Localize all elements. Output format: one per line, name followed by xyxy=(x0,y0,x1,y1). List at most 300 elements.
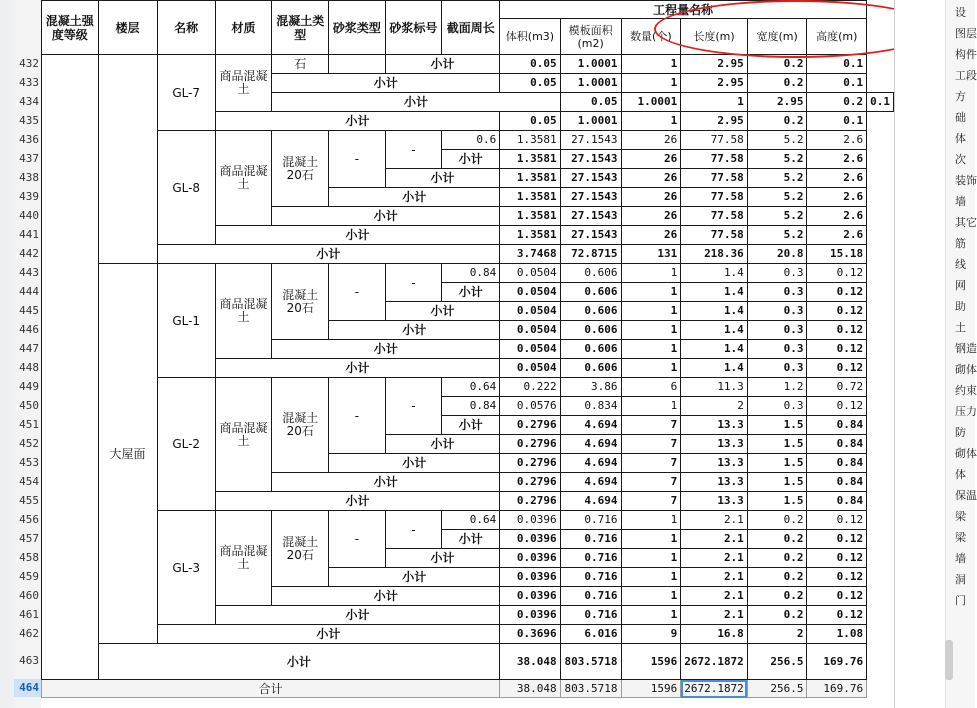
value-cell[interactable]: 0.0504 xyxy=(500,340,560,359)
value-cell[interactable]: 0.12 xyxy=(807,359,867,378)
value-cell[interactable]: 1.4 xyxy=(681,302,748,321)
value-cell[interactable]: 13.3 xyxy=(681,416,748,435)
value-cell[interactable]: 0.0504 xyxy=(500,264,560,283)
row-number[interactable]: 451 xyxy=(19,418,39,431)
value-cell[interactable]: 0.84 xyxy=(807,416,867,435)
total-value-cell[interactable]: 2672.1872 xyxy=(681,680,748,698)
col-count[interactable]: 数量(个) xyxy=(621,19,681,55)
table-row[interactable] xyxy=(42,55,894,74)
value-cell[interactable]: 0.222 xyxy=(500,378,560,397)
value-cell[interactable]: 0.2 xyxy=(747,606,807,625)
material-gl8[interactable]: 商品混凝土 xyxy=(215,131,272,226)
row-number[interactable]: 446 xyxy=(19,323,39,336)
value-cell[interactable]: 1.5 xyxy=(747,454,807,473)
value-cell[interactable]: 27.1543 xyxy=(560,150,621,169)
value-cell[interactable]: 27.1543 xyxy=(560,169,621,188)
row-number[interactable]: 462 xyxy=(19,627,39,640)
value-cell[interactable]: 1.3581 xyxy=(500,150,560,169)
value-cell[interactable]: 26 xyxy=(621,188,681,207)
value-cell[interactable]: 6.016 xyxy=(560,625,621,644)
value-cell[interactable]: 1.5 xyxy=(747,492,807,511)
row-number[interactable]: 442 xyxy=(19,247,39,260)
side-panel-item[interactable]: 梁 xyxy=(955,531,966,544)
value-cell[interactable]: 0.716 xyxy=(560,549,621,568)
value-cell[interactable]: 4.694 xyxy=(560,435,621,454)
value-cell[interactable]: 13.3 xyxy=(681,454,748,473)
value-cell[interactable]: 0.2 xyxy=(747,55,807,74)
value-cell[interactable]: 26 xyxy=(621,131,681,150)
value-cell[interactable]: 1.0001 xyxy=(560,55,621,74)
value-cell[interactable]: 77.58 xyxy=(681,188,748,207)
value-cell[interactable]: 2.95 xyxy=(747,93,807,112)
table-row[interactable] xyxy=(42,511,894,530)
value-cell[interactable]: 5.2 xyxy=(747,169,807,188)
row-number[interactable]: 459 xyxy=(19,570,39,583)
value-cell[interactable]: 2.6 xyxy=(807,169,867,188)
col-length[interactable]: 长度(m) xyxy=(681,19,748,55)
value-cell[interactable]: 9 xyxy=(621,625,681,644)
value-cell[interactable]: 5.2 xyxy=(747,188,807,207)
side-panel-item[interactable]: 土 xyxy=(955,321,966,334)
value-cell[interactable]: 5.2 xyxy=(747,131,807,150)
row-number[interactable]: 457 xyxy=(19,532,39,545)
value-cell[interactable]: 0.3696 xyxy=(500,625,560,644)
value-cell[interactable]: 0.12 xyxy=(807,606,867,625)
side-panel-item[interactable]: 线 xyxy=(955,258,966,271)
component-name-gl8[interactable]: GL-8 xyxy=(157,131,215,245)
value-cell[interactable]: 0.12 xyxy=(807,264,867,283)
component-name-gl7[interactable]: GL-7 xyxy=(157,55,215,131)
value-cell[interactable]: 0.12 xyxy=(807,568,867,587)
value-cell[interactable]: 15.18 xyxy=(807,245,867,264)
value-cell[interactable]: 2.6 xyxy=(807,150,867,169)
value-cell[interactable]: 2.1 xyxy=(681,606,748,625)
value-cell[interactable]: 0.716 xyxy=(560,511,621,530)
value-cell[interactable]: 0.606 xyxy=(560,321,621,340)
value-cell[interactable]: 256.5 xyxy=(747,644,807,680)
value-cell[interactable]: 1.0001 xyxy=(560,112,621,131)
value-cell[interactable]: 0.3 xyxy=(747,359,807,378)
value-cell[interactable]: 0.2 xyxy=(747,568,807,587)
value-cell[interactable]: 2.1 xyxy=(681,568,748,587)
value-cell[interactable]: 0.2 xyxy=(747,112,807,131)
value-cell[interactable]: 7 xyxy=(621,416,681,435)
section-perimeter[interactable]: 0.64 xyxy=(442,378,500,397)
value-cell[interactable]: 0.0576 xyxy=(500,397,560,416)
row-number[interactable]: 455 xyxy=(19,494,39,507)
mortar-type-gl8[interactable]: - xyxy=(329,131,386,188)
total-value-cell[interactable]: 256.5 xyxy=(747,680,807,698)
value-cell[interactable]: 1.3581 xyxy=(500,169,560,188)
row-number[interactable]: 453 xyxy=(19,456,39,469)
material-gl3[interactable]: 商品混凝土 xyxy=(215,511,272,606)
side-panel-item[interactable]: 础 xyxy=(955,111,966,124)
value-cell[interactable]: 1 xyxy=(621,606,681,625)
value-cell[interactable]: 0.606 xyxy=(560,283,621,302)
row-number[interactable]: 443 xyxy=(19,266,39,279)
total-value-cell[interactable]: 38.048 xyxy=(500,680,560,698)
value-cell[interactable]: 0.12 xyxy=(807,302,867,321)
concrete-type-gl7[interactable]: 石 xyxy=(272,55,329,74)
value-cell[interactable]: 1 xyxy=(621,587,681,606)
value-cell[interactable]: 2.95 xyxy=(681,74,748,93)
value-cell[interactable]: 0.72 xyxy=(807,378,867,397)
value-cell[interactable]: 16.8 xyxy=(681,625,748,644)
value-cell[interactable]: 0.0396 xyxy=(500,568,560,587)
value-cell[interactable]: 20.8 xyxy=(747,245,807,264)
mortar-grade-gl1[interactable]: - xyxy=(385,264,442,302)
row-number[interactable]: 432 xyxy=(19,57,39,70)
side-panel-item[interactable]: 钢造 xyxy=(955,342,977,355)
side-panel-item[interactable]: 门 xyxy=(955,594,966,607)
value-cell[interactable]: 0.2796 xyxy=(500,454,560,473)
value-cell[interactable]: 4.694 xyxy=(560,492,621,511)
report-grid[interactable] xyxy=(41,0,894,708)
value-cell[interactable]: 2.6 xyxy=(807,207,867,226)
total-value-cell[interactable]: 803.5718 xyxy=(560,680,621,698)
value-cell[interactable]: 0.2796 xyxy=(500,416,560,435)
col-section-perimeter[interactable]: 截面周长 xyxy=(442,1,500,55)
mortar-type-gl3[interactable]: - xyxy=(329,511,386,568)
value-cell[interactable]: 1.5 xyxy=(747,435,807,454)
value-cell[interactable]: 11.3 xyxy=(681,378,748,397)
table-row[interactable] xyxy=(42,680,894,698)
value-cell[interactable]: 0.84 xyxy=(807,492,867,511)
value-cell[interactable]: 77.58 xyxy=(681,150,748,169)
value-cell[interactable]: 0.0504 xyxy=(500,321,560,340)
value-cell[interactable]: 1.08 xyxy=(807,625,867,644)
value-cell[interactable]: 5.2 xyxy=(747,207,807,226)
value-cell[interactable]: 2.6 xyxy=(807,188,867,207)
value-cell[interactable]: 13.3 xyxy=(681,492,748,511)
total-value-cell[interactable]: 1596 xyxy=(621,680,681,698)
mortar-type-gl7[interactable] xyxy=(329,55,386,74)
value-cell[interactable]: 0.834 xyxy=(560,397,621,416)
col-name[interactable]: 名称 xyxy=(157,1,215,55)
row-number[interactable]: 437 xyxy=(19,152,39,165)
col-mortar-type[interactable]: 砂浆类型 xyxy=(329,1,386,55)
value-cell[interactable]: 1.2 xyxy=(747,378,807,397)
value-cell[interactable]: 1.4 xyxy=(681,264,748,283)
floor-cell-upper[interactable] xyxy=(98,55,157,264)
value-cell[interactable]: 1 xyxy=(621,549,681,568)
side-panel-item[interactable]: 防 xyxy=(955,426,966,439)
value-cell[interactable]: 0.3 xyxy=(747,321,807,340)
side-panel-item[interactable]: 墙 xyxy=(955,552,966,565)
side-panel-item[interactable]: 压力 xyxy=(955,405,977,418)
col-width[interactable]: 宽度(m) xyxy=(747,19,807,55)
value-cell[interactable]: 0.0396 xyxy=(500,549,560,568)
value-cell[interactable]: 1.0001 xyxy=(560,74,621,93)
vertical-scroll-area[interactable] xyxy=(895,0,946,708)
table-row[interactable] xyxy=(42,131,894,150)
value-cell[interactable]: 1.5 xyxy=(747,473,807,492)
total-value-cell[interactable]: 169.76 xyxy=(807,680,867,698)
value-cell[interactable]: 27.1543 xyxy=(560,207,621,226)
value-cell[interactable]: 0.0504 xyxy=(500,359,560,378)
value-cell[interactable]: 2.1 xyxy=(681,549,748,568)
value-cell[interactable]: 2 xyxy=(681,397,748,416)
row-number[interactable]: 461 xyxy=(19,608,39,621)
row-number[interactable]: 448 xyxy=(19,361,39,374)
value-cell[interactable]: 7 xyxy=(621,473,681,492)
value-cell[interactable]: 0.12 xyxy=(807,321,867,340)
value-cell[interactable]: 1 xyxy=(621,264,681,283)
value-cell[interactable]: 4.694 xyxy=(560,473,621,492)
section-perimeter[interactable]: 0.84 xyxy=(442,264,500,283)
material-gl7[interactable]: 商品混凝土 xyxy=(215,55,272,112)
value-cell[interactable]: 0.2796 xyxy=(500,435,560,454)
value-cell[interactable]: 77.58 xyxy=(681,131,748,150)
value-cell[interactable]: 0.606 xyxy=(560,340,621,359)
value-cell[interactable]: 0.716 xyxy=(560,568,621,587)
row-number[interactable]: 460 xyxy=(19,589,39,602)
row-number[interactable]: 464 xyxy=(14,679,41,697)
col-height[interactable]: 高度(m) xyxy=(807,19,867,55)
value-cell[interactable]: 0.1 xyxy=(807,112,867,131)
mortar-grade-gl8[interactable]: - xyxy=(385,131,442,169)
value-cell[interactable]: 0.3 xyxy=(747,283,807,302)
value-cell[interactable]: 0.0396 xyxy=(500,511,560,530)
value-cell[interactable]: 2.1 xyxy=(681,511,748,530)
value-cell[interactable]: 0.1 xyxy=(807,74,867,93)
value-cell[interactable]: 0.2 xyxy=(747,549,807,568)
row-number[interactable]: 444 xyxy=(19,285,39,298)
value-cell[interactable]: 2.6 xyxy=(807,226,867,245)
value-cell[interactable]: 1.0001 xyxy=(621,93,681,112)
value-cell[interactable]: 0.1 xyxy=(867,93,894,112)
value-cell[interactable]: 0.2 xyxy=(747,530,807,549)
value-cell[interactable]: 1.4 xyxy=(681,321,748,340)
floor-cell-roof[interactable]: 大屋面 xyxy=(98,264,157,644)
value-cell[interactable]: 4.694 xyxy=(560,454,621,473)
row-number[interactable]: 449 xyxy=(19,380,39,393)
value-cell[interactable]: 1 xyxy=(621,530,681,549)
row-number[interactable]: 445 xyxy=(19,304,39,317)
side-panel-item[interactable]: 砌体 xyxy=(955,447,977,460)
side-panel-item[interactable]: 装饰 xyxy=(955,174,977,187)
side-panel-item[interactable]: 其它 xyxy=(955,216,977,229)
value-cell[interactable]: 1 xyxy=(621,359,681,378)
value-cell[interactable]: 0.0396 xyxy=(500,606,560,625)
side-panel-item[interactable]: 构件 xyxy=(955,48,977,61)
value-cell[interactable]: 0.1 xyxy=(807,55,867,74)
value-cell[interactable]: 27.1543 xyxy=(560,226,621,245)
value-cell[interactable]: 0.0504 xyxy=(500,302,560,321)
value-cell[interactable]: 0.12 xyxy=(807,511,867,530)
row-number[interactable]: 436 xyxy=(19,133,39,146)
row-number[interactable]: 441 xyxy=(19,228,39,241)
side-panel-item[interactable]: 助 xyxy=(955,300,966,313)
value-cell[interactable]: 5.2 xyxy=(747,150,807,169)
value-cell[interactable]: 13.3 xyxy=(681,435,748,454)
col-concrete-type[interactable]: 混凝土类型 xyxy=(272,1,329,55)
value-cell[interactable]: 2 xyxy=(747,625,807,644)
side-panel-item[interactable]: 方 xyxy=(955,90,966,103)
section-perimeter[interactable]: 0.6 xyxy=(442,131,500,150)
scrollbar-thumb[interactable] xyxy=(945,640,953,680)
value-cell[interactable]: 0.12 xyxy=(807,397,867,416)
side-panel-item[interactable]: 砌体 xyxy=(955,363,977,376)
value-cell[interactable]: 0.12 xyxy=(807,530,867,549)
concrete-type-gl2[interactable]: 混凝土20石 xyxy=(272,378,329,473)
side-panel-item[interactable]: 约束 xyxy=(955,384,977,397)
value-cell[interactable]: 803.5718 xyxy=(560,644,621,680)
value-cell[interactable]: 1.3581 xyxy=(500,207,560,226)
value-cell[interactable]: 38.048 xyxy=(500,644,560,680)
table-row[interactable] xyxy=(42,644,894,680)
table-row[interactable] xyxy=(42,245,894,264)
value-cell[interactable]: 0.0396 xyxy=(500,530,560,549)
side-panel-item[interactable]: 图层 xyxy=(955,27,977,40)
value-cell[interactable]: 0.3 xyxy=(747,340,807,359)
value-cell[interactable]: 218.36 xyxy=(681,245,748,264)
table-row[interactable] xyxy=(42,264,894,283)
value-cell[interactable]: 1 xyxy=(681,93,748,112)
value-cell[interactable]: 0.2 xyxy=(747,511,807,530)
value-cell[interactable]: 1.5 xyxy=(747,416,807,435)
value-cell[interactable]: 26 xyxy=(621,169,681,188)
value-cell[interactable]: 26 xyxy=(621,207,681,226)
row-number[interactable]: 458 xyxy=(19,551,39,564)
value-cell[interactable]: 6 xyxy=(621,378,681,397)
value-cell[interactable]: 1.4 xyxy=(681,359,748,378)
value-cell[interactable]: 1.3581 xyxy=(500,188,560,207)
side-panel-item[interactable]: 网 xyxy=(955,279,966,292)
row-number[interactable]: 438 xyxy=(19,171,39,184)
value-cell[interactable]: 2.95 xyxy=(681,112,748,131)
value-cell[interactable]: 1 xyxy=(621,112,681,131)
row-number[interactable]: 450 xyxy=(19,399,39,412)
row-number[interactable]: 434 xyxy=(19,95,39,108)
col-floor[interactable]: 楼层 xyxy=(98,1,157,55)
value-cell[interactable]: 1.3581 xyxy=(500,131,560,150)
value-cell[interactable]: 0.606 xyxy=(560,359,621,378)
row-number[interactable]: 439 xyxy=(19,190,39,203)
value-cell[interactable]: 0.606 xyxy=(560,302,621,321)
value-cell[interactable]: 0.2 xyxy=(747,587,807,606)
value-cell[interactable]: 77.58 xyxy=(681,169,748,188)
side-panel-item[interactable]: 体 xyxy=(955,468,966,481)
value-cell[interactable]: 77.58 xyxy=(681,226,748,245)
side-panel-item[interactable]: 工段 xyxy=(955,69,977,82)
value-cell[interactable]: 2.6 xyxy=(807,131,867,150)
row-number[interactable]: 433 xyxy=(19,76,39,89)
side-panel-item[interactable]: 体 xyxy=(955,132,966,145)
value-cell[interactable]: 2.95 xyxy=(681,55,748,74)
value-cell[interactable]: 0.05 xyxy=(500,112,560,131)
value-cell[interactable]: 169.76 xyxy=(807,644,867,680)
value-cell[interactable]: 0.05 xyxy=(500,74,560,93)
value-cell[interactable]: 0.05 xyxy=(500,55,560,74)
value-cell[interactable]: 1 xyxy=(621,340,681,359)
value-cell[interactable]: 26 xyxy=(621,226,681,245)
value-cell[interactable]: 3.86 xyxy=(560,378,621,397)
side-panel-item[interactable]: 洞 xyxy=(955,573,966,586)
row-number[interactable]: 452 xyxy=(19,437,39,450)
row-number[interactable]: 463 xyxy=(19,654,39,667)
value-cell[interactable]: 1 xyxy=(621,321,681,340)
value-cell[interactable]: 1 xyxy=(621,55,681,74)
value-cell[interactable]: 0.0504 xyxy=(500,283,560,302)
side-panel-item[interactable]: 次 xyxy=(955,153,966,166)
col-concrete-grade[interactable]: 混凝土强度等级 xyxy=(42,1,99,55)
row-number[interactable]: 447 xyxy=(19,342,39,355)
concrete-type-gl3[interactable]: 混凝土20石 xyxy=(272,511,329,587)
value-cell[interactable]: 72.8715 xyxy=(560,245,621,264)
side-panel-item[interactable]: 墙 xyxy=(955,195,966,208)
value-cell[interactable]: 0.84 xyxy=(807,454,867,473)
value-cell[interactable]: 0.05 xyxy=(560,93,621,112)
value-cell[interactable]: 5.2 xyxy=(747,226,807,245)
value-cell[interactable]: 0.716 xyxy=(560,530,621,549)
mortar-grade-gl3[interactable]: - xyxy=(385,511,442,549)
value-cell[interactable]: 0.716 xyxy=(560,587,621,606)
value-cell[interactable]: 27.1543 xyxy=(560,188,621,207)
row-number[interactable]: 435 xyxy=(19,114,39,127)
col-material[interactable]: 材质 xyxy=(215,1,272,55)
mortar-type-gl1[interactable]: - xyxy=(329,264,386,321)
value-cell[interactable]: 27.1543 xyxy=(560,131,621,150)
concrete-grade-cell[interactable] xyxy=(42,55,99,680)
mortar-grade-gl2[interactable]: - xyxy=(385,378,442,435)
value-cell[interactable]: 7 xyxy=(621,492,681,511)
value-cell[interactable]: 2.1 xyxy=(681,587,748,606)
value-cell[interactable]: 1.4 xyxy=(681,340,748,359)
side-panel-item[interactable]: 筋 xyxy=(955,237,966,250)
value-cell[interactable]: 0.2796 xyxy=(500,492,560,511)
section-perimeter[interactable]: 0.84 xyxy=(442,397,500,416)
value-cell[interactable]: 1596 xyxy=(621,644,681,680)
row-number[interactable]: 440 xyxy=(19,209,39,222)
concrete-type-gl1[interactable]: 混凝土20石 xyxy=(272,264,329,340)
component-name-gl1[interactable]: GL-1 xyxy=(157,264,215,378)
value-cell[interactable]: 7 xyxy=(621,454,681,473)
value-cell[interactable]: 0.84 xyxy=(807,473,867,492)
component-name-gl3[interactable]: GL-3 xyxy=(157,511,215,625)
value-cell[interactable]: 131 xyxy=(621,245,681,264)
value-cell[interactable]: 1 xyxy=(621,74,681,93)
value-cell[interactable]: 0.12 xyxy=(807,283,867,302)
material-gl2[interactable]: 商品混凝土 xyxy=(215,378,272,492)
value-cell[interactable]: 0.12 xyxy=(807,549,867,568)
value-cell[interactable]: 0.606 xyxy=(560,264,621,283)
component-name-gl2[interactable]: GL-2 xyxy=(157,378,215,511)
value-cell[interactable]: 0.2 xyxy=(807,93,867,112)
value-cell[interactable]: 1 xyxy=(621,283,681,302)
section-perimeter[interactable]: 0.64 xyxy=(442,511,500,530)
mortar-type-gl2[interactable]: - xyxy=(329,378,386,454)
value-cell[interactable]: 0.12 xyxy=(807,340,867,359)
value-cell[interactable]: 1 xyxy=(621,511,681,530)
value-cell[interactable]: 0.3 xyxy=(747,302,807,321)
value-cell[interactable]: 13.3 xyxy=(681,473,748,492)
col-mortar-grade[interactable]: 砂浆标号 xyxy=(385,1,442,55)
value-cell[interactable]: 1 xyxy=(621,397,681,416)
material-gl1[interactable]: 商品混凝土 xyxy=(215,264,272,359)
table-row[interactable] xyxy=(42,378,894,397)
value-cell[interactable]: 1 xyxy=(621,568,681,587)
value-cell[interactable]: 77.58 xyxy=(681,207,748,226)
row-number[interactable]: 456 xyxy=(19,513,39,526)
value-cell[interactable]: 2672.1872 xyxy=(681,644,748,680)
value-cell[interactable]: 26 xyxy=(621,150,681,169)
table-row[interactable] xyxy=(42,625,894,644)
value-cell[interactable]: 0.716 xyxy=(560,606,621,625)
value-cell[interactable]: 1 xyxy=(621,302,681,321)
value-cell[interactable]: 4.694 xyxy=(560,416,621,435)
value-cell[interactable]: 1.4 xyxy=(681,283,748,302)
